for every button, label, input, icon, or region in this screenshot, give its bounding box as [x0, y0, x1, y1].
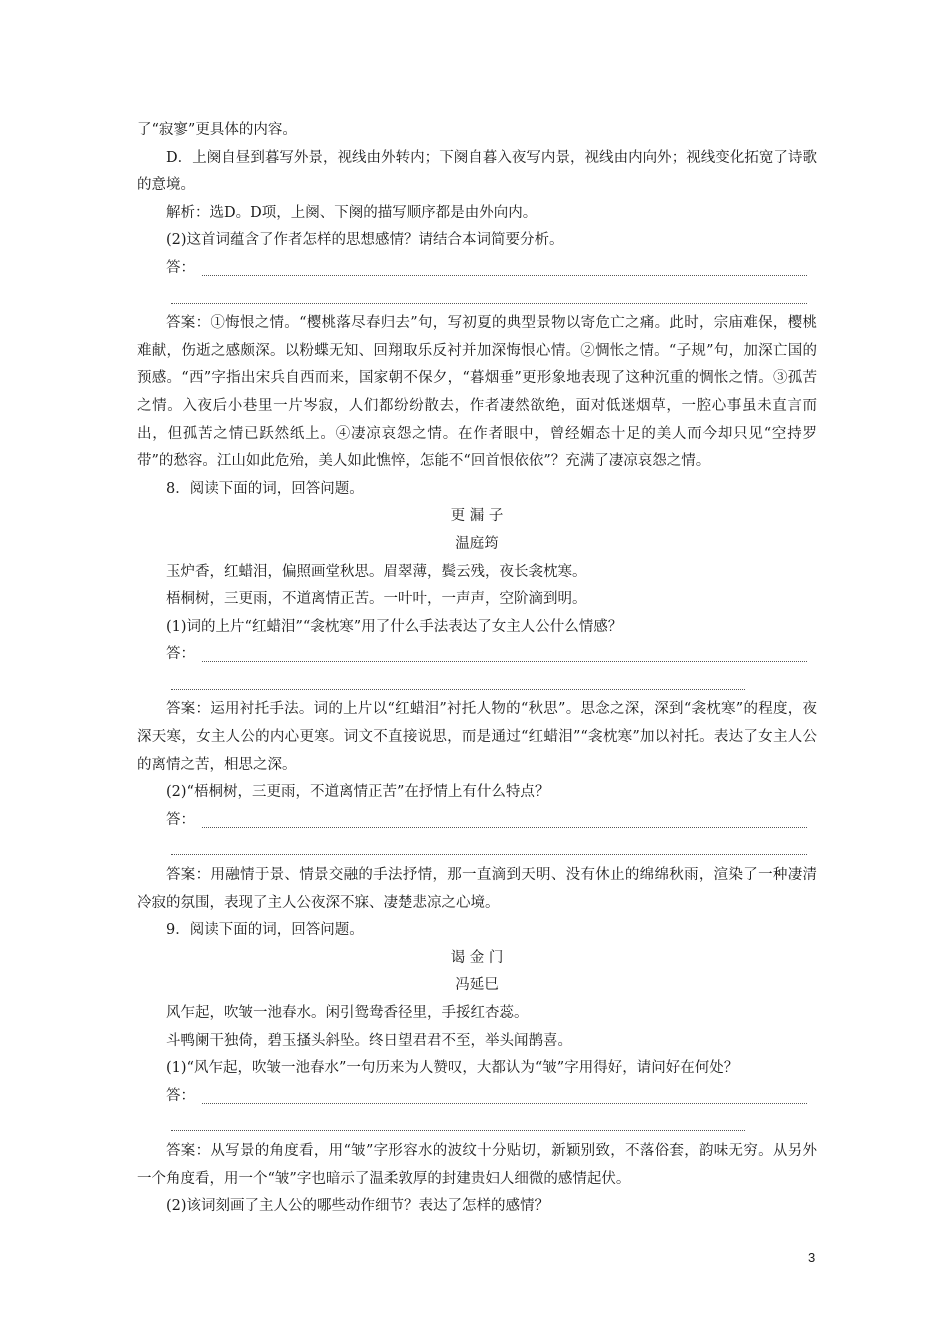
poem-9-author: 冯延巳: [455, 977, 499, 994]
question-9-2: (2)该词刻画了主人公的哪些动作细节？表达了怎样的感情？: [166, 1198, 550, 1215]
poem-8-title: 更 漏 子: [450, 508, 504, 525]
question-7-2: (2)这首词蕴含了作者怎样的思想感情？请结合本词简要分析。: [166, 232, 564, 249]
answer-label: 答：: [166, 811, 195, 828]
question-8-1: (1)词的上片“红蜡泪”“衾枕寒”用了什么手法表达了女主人公什么情感？: [166, 618, 623, 635]
poem-8-author: 温庭筠: [455, 535, 499, 552]
dotted-line: [202, 1103, 807, 1104]
page-number: 3: [808, 1250, 816, 1265]
poem-8-line: 梧桐树，三更雨，不道离情正苦。一叶叶，一声声，空阶滴到明。: [166, 591, 587, 608]
answer-blank-line: [137, 283, 817, 311]
question-9-1: (1)“风乍起，吹皱一池春水”一句历来为人赞叹，大都认为“皱”字用得好，请问好在何处？: [166, 1060, 739, 1077]
analysis-text: 解析：选D。D项，上阕、下阕的描写顺序都是由外向内。: [166, 204, 538, 221]
answer-blank: [166, 255, 817, 283]
poem-9-line: 斗鸭阑干独倚，碧玉搔头斜坠。终日望君君不至，举头闻鹊喜。: [166, 1032, 572, 1049]
answer-blank-line: [137, 669, 817, 697]
answer-blank: [166, 807, 817, 835]
dotted-line: [171, 689, 745, 690]
question-9: 9．阅读下面的词，回答问题。: [166, 922, 364, 939]
poem-9-title: 谒 金 门: [450, 949, 504, 966]
answer-label: 答：: [166, 646, 195, 663]
dotted-line: [171, 303, 807, 304]
question-8: 8．阅读下面的词，回答问题。: [166, 480, 364, 497]
dotted-line: [202, 827, 807, 828]
answer-label: 答：: [166, 259, 195, 276]
option-d: D．上阕自昼到暮写外景，视线由外转内；下阕自暮入夜写内景，视线由内向外；视线变化拓宽了诗歌的意境。: [137, 149, 817, 194]
document-page: [137, 117, 817, 1221]
dotted-line: [202, 275, 807, 276]
answer-label: 答：: [166, 1087, 195, 1104]
poem-8-line: 玉炉香，红蜡泪，偏照画堂秋思。眉翠薄，鬓云残，夜长衾枕寒。: [166, 563, 587, 580]
answer-blank: [166, 1083, 817, 1111]
answer-blank: [166, 641, 817, 669]
text-line: 了“寂寥”更具体的内容。: [137, 122, 297, 138]
answer-8-2: 答案：用融情于景、情景交融的手法抒情，那一直滴到天明、没有休止的绵绵秋雨，渲染了一种凄清冷寂的氛围，表现了主人公夜深不寐、凄楚悲凉之心境。: [137, 867, 817, 911]
question-8-2: (2)“梧桐树，三更雨，不道离情正苦”在抒情上有什么特点？: [166, 784, 550, 801]
poem-9-line: 风乍起，吹皱一池春水。闲引鸳鸯香径里，手挼红杏蕊。: [166, 1005, 529, 1021]
dotted-line: [171, 1130, 745, 1131]
answer-9-1: 答案：从写景的角度看，用“皱”字形容水的波纹十分贴切，新颖别致，不落俗套，韵味无穷。从另外一个角度看，用一个“皱”字也暗示了温柔敦厚的封建贵妇人细微的感情起伏。: [137, 1142, 817, 1187]
answer-8-1: 答案：运用衬托手法。词的上片以“红蜡泪”衬托人物的“秋思”。思念之深，深到“衾枕寒”的程度，夜深天寒，女主人公的内心更寒。词文不直接说思，而是通过“红蜡泪”“衾枕寒”加以衬托。表达了女主人公的离情之苦，相思之深。: [137, 701, 817, 773]
answer-blank-line: [137, 834, 817, 862]
dotted-line: [202, 661, 807, 662]
dotted-line: [171, 854, 807, 855]
answer-7-2: 答案：①悔恨之情。“樱桃落尽春归去”句，写初夏的典型景物以寄危亡之痛。此时，宗庙难保，樱桃难献，伤逝之感颇深。以粉蝶无知、回翔取乐反衬并加深悔恨心情。②惆怅之情。“子规”句，加深亡国的预感。“西”字指出宋兵自西而来，国家朝不保夕，“暮烟垂”更形象地表现了这种沉重的惆怅之情。③孤苦之情。入夜后小巷里一片岑寂，人们都纷纷散去，作者凄然欲绝，面对低迷烟草，一腔心事虽未直言而出，但孤苦之情已跃然纸上。④凄凉哀怨之情。在作者眼中，曾经媚态十足的美人而今却只见“空持罗带”的愁容。江山如此危殆，美人如此憔悴，怎能不“回首恨依依”？充满了凄凉哀怨之情。: [137, 315, 817, 470]
answer-blank-line: [137, 1110, 817, 1138]
